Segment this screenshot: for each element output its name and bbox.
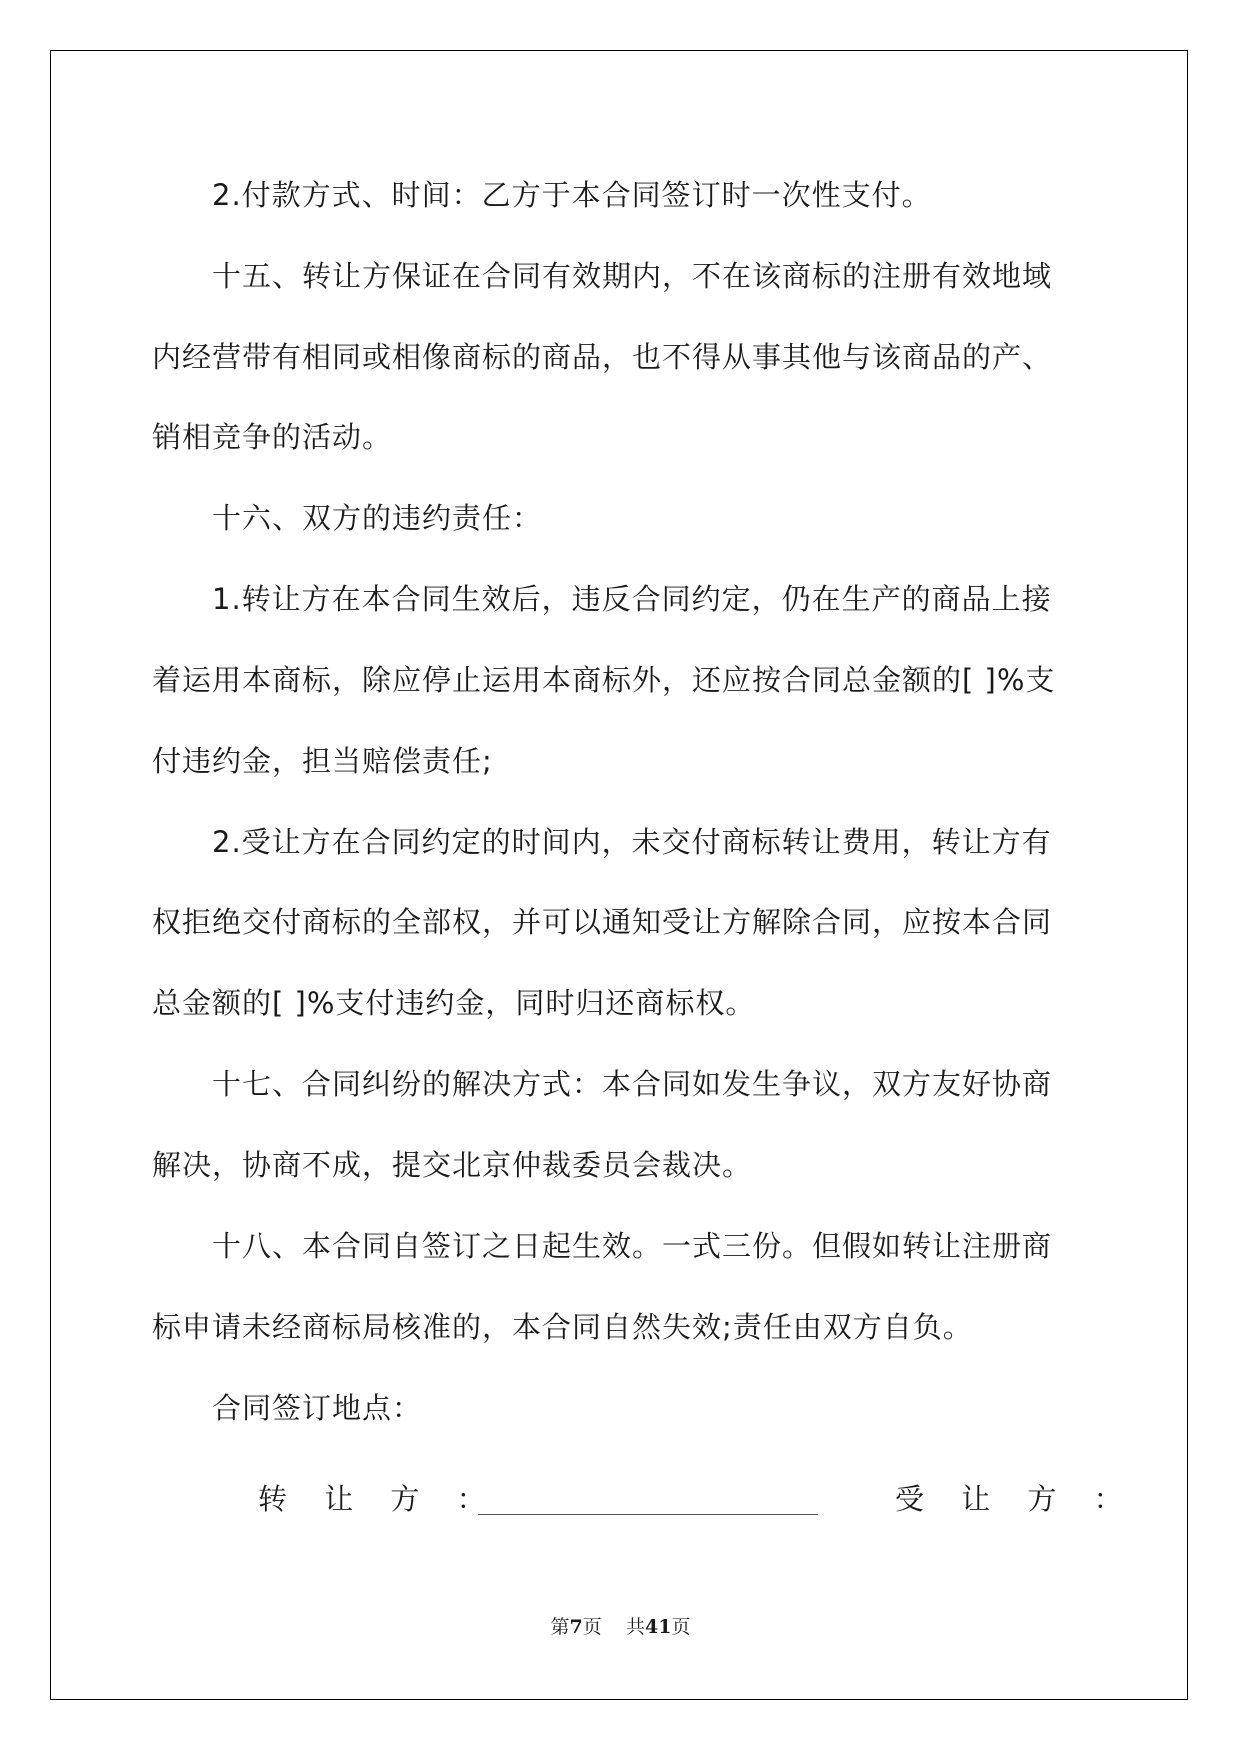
- paragraph-line: 2.受让方在合同约定的时间内，未交付商标转让费用，转让方有: [212, 825, 1052, 859]
- paragraph-line: 1.转让方在本合同生效后，违反合同约定，仍在生产的商品上接: [212, 582, 1052, 616]
- footer-total-suffix: 页: [671, 1616, 691, 1638]
- total-pages-number: 41: [644, 1616, 672, 1638]
- paragraph-line: 十六、双方的违约责任：: [212, 501, 543, 535]
- page-footer: [0, 1612, 1241, 1639]
- footer-page-suffix: 页: [582, 1616, 602, 1638]
- paragraph-line: 2.付款方式、时间：乙方于本合同签订时一次性支付。: [212, 178, 932, 212]
- paragraph-line: 标申请未经商标局核准的，本合同自然失效;责任由双方自负。: [152, 1310, 973, 1344]
- paragraph-line: 合同签订地点：: [212, 1391, 423, 1425]
- paragraph-line: 十七、合同纠纷的解决方式：本合同如发生争议，双方友好协商: [212, 1067, 1053, 1101]
- paragraph-line: 十五、转让方保证在合同有效期内，不在该商标的注册有效地域: [212, 259, 1053, 293]
- transferee-label: 受 让 方 ：: [895, 1482, 1137, 1516]
- paragraph-line: 解决，协商不成，提交北京仲裁委员会裁决。: [152, 1148, 753, 1182]
- footer-prefix: 第: [550, 1616, 570, 1638]
- paragraph-line: 付违约金，担当赔偿责任;: [152, 744, 493, 778]
- paragraph-line: 十八、本合同自签订之日起生效。一式三份。但假如转让注册商: [212, 1229, 1053, 1263]
- paragraph-line: 权拒绝交付商标的全部权，并可以通知受让方解除合同，应按本合同: [152, 905, 1053, 939]
- paragraph-line: 内经营带有相同或相像商标的商品，也不得从事其他与该商品的产、: [152, 340, 1053, 374]
- transferor-label: 转 让 方 ：: [258, 1482, 500, 1516]
- footer-total-prefix: 共: [625, 1616, 645, 1638]
- page-border: [50, 50, 1188, 1700]
- transferor-signature-line: [478, 1514, 818, 1515]
- current-page-number: 7: [569, 1616, 583, 1638]
- paragraph-line: 着运用本商标，除应停止运用本商标外，还应按合同总金额的[ ]%支: [152, 663, 1056, 697]
- paragraph-line: 销相竞争的活动。: [152, 420, 393, 454]
- paragraph-line: 总金额的[ ]%支付违约金，同时归还商标权。: [152, 986, 756, 1020]
